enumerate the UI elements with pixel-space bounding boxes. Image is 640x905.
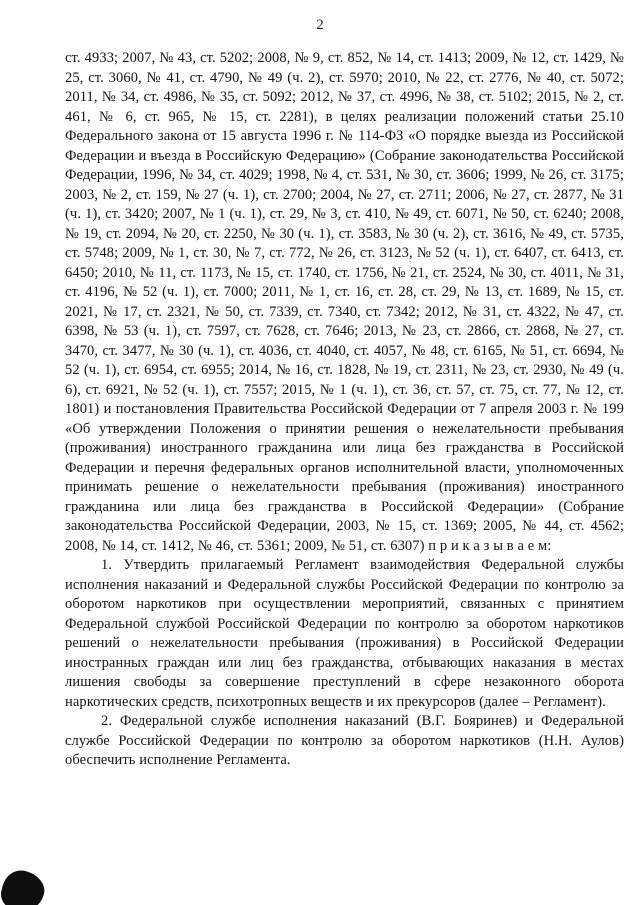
- paragraph: 2. Федеральной службе исполнения наказаний (В.Г. Бояринев) и Федеральной службе Российской Федерации по контролю за оборотом наркотиков (Н.Н. Аулов) обеспечить исполнение Регламента.: [65, 713, 624, 768]
- page-number: 2: [316, 17, 324, 33]
- document-body: [65, 49, 624, 771]
- ink-blot-artifact: [0, 867, 48, 905]
- paragraph: 1. Утвердить прилагаемый Регламент взаимодействия Федеральной службы исполнения наказаний и Федеральной службы Российской Федерации по контролю за оборотом наркотиков при осуществлении мероприятий, связанных с принятием Федеральной службой Российской Федерации по контролю за оборотом наркотиков решений о нежелательности пребывания (проживания) в Российской Федерации иностранных граждан или лиц без гражданства, отбывающих наказания в местах лишения свободы за совершение преступлений в сфере незаконного оборота наркотических средств, психотропных веществ и их прекурсоров (далее – Регламент).: [65, 557, 624, 710]
- paragraph: ст. 4933; 2007, № 43, ст. 5202; 2008, № 9, ст. 852, № 14, ст. 1413; 2009, № 12, ст. 1429, № 25, ст. 3060, № 41, ст. 4790, № 49 (ч. 2), ст. 5970; 2010, № 22, ст. 2776, № 40, ст. 5072; 2011, № 34, ст. 4986, № 35, ст. 5092; 2012, № 37, ст. 4996, № 38, ст. 5102; 2015, № 2, ст. 461, № 6, ст. 965, № 15, ст. 2281), в целях реализации положений статьи 25.10 Федерального закона от 15 августа 1996 г. № 114-ФЗ «О порядке выезда из Российской Федерации и въезда в Российскую Федерацию» (Собрание законодательства Российской Федерации, 1996, № 34, ст. 4029; 1998, № 4, ст. 531, № 30, ст. 3606; 1999, № 26, ст. 3175; 2003, № 2, ст. 159, № 27 (ч. 1), ст. 2700; 2004, № 27, ст. 2711; 2006, № 27, ст. 2877, № 31 (ч. 1), ст. 3420; 2007, № 1 (ч. 1), ст. 29, № 3, ст. 410, № 49, ст. 6071, № 50, ст. 6240; 2008, № 19, ст. 2094, № 20, ст. 2250, № 30 (ч. 1), ст. 3583, № 30 (ч. 2), ст. 3616, № 49, ст. 5735, ст. 5748; 2009, № 1, ст. 30, № 7, ст. 772, № 26, ст. 3123, № 52 (ч. 1), ст. 6407, ст. 6413, ст. 6450; 2010, № 11, ст. 1173, № 15, ст. 1740, ст. 1756, № 21, ст. 2524, № 30, ст. 4011, № 31, ст. 4196, № 52 (ч. 1), ст. 7000; 2011, № 1, ст. 16, ст. 28, ст. 29, № 13, ст. 1689, № 15, ст. 2021, № 17, ст. 2321, № 50, ст. 7339, ст. 7340, ст. 7342; 2012, № 31, ст. 4322, № 47, ст. 6398, № 53 (ч. 1), ст. 7597, ст. 7628, ст. 7646; 2013, № 23, ст. 2866, ст. 2868, № 27, ст. 3470, ст. 3477, № 30 (ч. 1), ст. 4036, ст. 4040, ст. 4057, № 48, ст. 6165, № 51, ст. 6694, № 52 (ч. 1), ст. 6954, ст. 6955; 2014, № 16, ст. 1828, № 19, ст. 2311, № 23, ст. 2930, № 49 (ч. 6), ст. 6921, № 52 (ч. 1), ст. 7557; 2015, № 1 (ч. 1), ст. 36, ст. 57, ст. 75, ст. 77, № 12, ст. 1801) и постановления Правительства Российской Федерации от 7 апреля 2003 г. № 199 «Об утверждении Положения о принятии решения о нежелательности пребывания (проживания) иностранного гражданина или лица без гражданства в Российской Федерации и перечня федеральных органов исполнительной власти, уполномоченных принимать решение о нежелательности пребывания (проживания) иностранного гражданина или лица без гражданства в Российской Федерации» (Собрание законодательства Российской Федерации, 2003, № 15, ст. 1369; 2005, № 44, ст. 4562; 2008, № 14, ст. 1412, № 46, ст. 5361; 2009, № 51, ст. 6307) п р и к а з ы в а е м:: [65, 50, 624, 554]
